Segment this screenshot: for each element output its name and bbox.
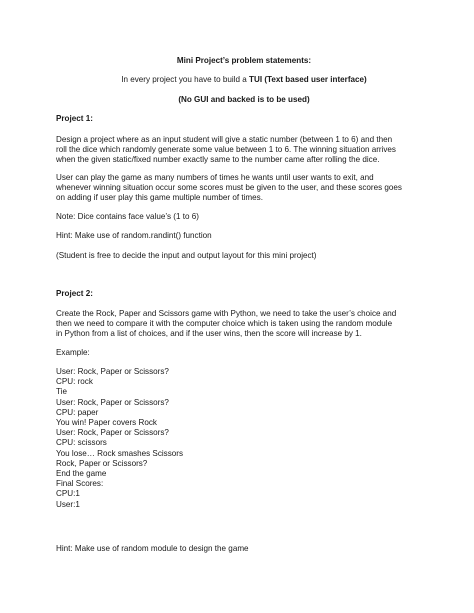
example-line: User: Rock, Paper or Scissors? [56, 367, 169, 376]
example-line: Final Scores: [56, 479, 104, 489]
example-line: CPU:1 [56, 489, 80, 499]
project1-description-line: Design a project where as an input student will give a static number (between 1 to 6) and then [56, 135, 393, 144]
document-page [56, 0, 432, 613]
project2-description-line: then we need to compare it with the computer choice which is taken using the random module [56, 319, 393, 329]
project2-description [56, 309, 434, 340]
example-line: CPU: scissors [56, 438, 107, 448]
project2-description-line: Create the Rock, Paper and Scissors game with Python, we need to take the user’s choice and [56, 309, 397, 318]
example-line: User: Rock, Paper or Scissors? [56, 428, 169, 438]
project1-note: Note: Dice contains face value’s (1 to 6) [56, 212, 199, 221]
document-title: Mini Project’s problem statements: [176, 56, 312, 65]
project1-description-line: roll the dice which randomly generate some value between 1 to 6. The winning situation arrives [56, 145, 396, 155]
intro-line [56, 75, 432, 85]
example-line: Rock, Paper or Scissors? [56, 458, 148, 468]
project2-heading: Project 2: [56, 289, 93, 298]
example-line: End the game [56, 469, 107, 479]
example-line: User:1 [56, 499, 80, 509]
example-transcript [56, 367, 434, 510]
example-line: CPU: rock [56, 377, 93, 387]
project1-description [56, 135, 434, 166]
intro-tui-emphasis: TUI (Text based user interface) [249, 75, 367, 84]
example-line: You win! Paper covers Rock [56, 418, 157, 428]
example-line: User: Rock, Paper or Scissors? [56, 397, 169, 407]
example-line: CPU: paper [56, 407, 99, 417]
project1-student-note: (Student is free to decide the input and output layout for this mini project) [56, 251, 317, 260]
project1-hint: Hint: Make use of random.randint() function [56, 231, 212, 240]
project1-rules-line: on adding if user play this game multiple number of times. [56, 193, 263, 203]
project1-rules-line: whenever winning situation occur some scores must be given to the user, and these scores goes [56, 183, 402, 193]
project1-heading: Project 1: [56, 114, 93, 123]
project1-rules [56, 173, 434, 204]
intro-text: In every project you have to build a [121, 75, 250, 84]
project2-hint: Hint: Make use of random module to design the game [56, 544, 249, 553]
example-line: Tie [56, 387, 67, 397]
project1-description-line: when the given static/fixed number exactly same to the number came after rolling the dice. [56, 155, 380, 165]
example-label: Example: [56, 348, 90, 357]
project2-description-line: in Python from a list of choices, and if the user wins, then the score will increase by 1. [56, 329, 362, 339]
no-gui-note: (No GUI and backed is to be used) [178, 95, 310, 104]
example-line: You lose… Rock smashes Scissors [56, 448, 184, 458]
project1-rules-line: User can play the game as many numbers of times he wants until user wants to exit, and [56, 173, 374, 182]
